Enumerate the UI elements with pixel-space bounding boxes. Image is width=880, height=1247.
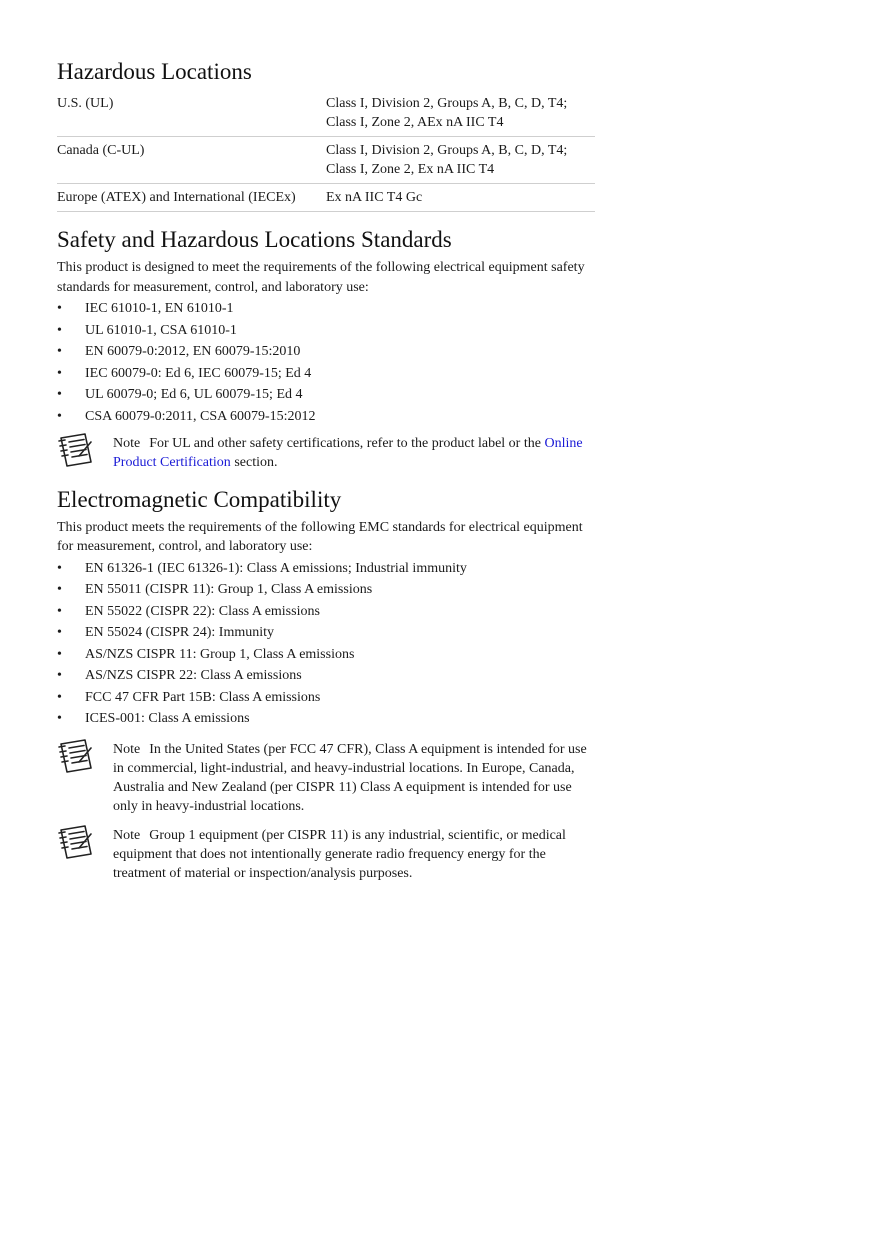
list-item: • IEC 60079-0: Ed 6, IEC 60079-15; Ed 4 — [57, 365, 312, 381]
list-item: • EN 60079-0:2012, EN 60079-15:2010 — [57, 344, 301, 359]
list-item: • AS/NZS CISPR 11: Group 1, Class A emissions — [57, 646, 355, 662]
safety-section — [57, 226, 595, 472]
note-pad-icon — [57, 824, 95, 860]
note-label: Note — [113, 435, 141, 451]
note-text: For UL and other safety certifications, refer to the product label or the — [149, 435, 545, 451]
emc-heading: Electromagnetic Compatibility — [57, 486, 342, 512]
emc-intro: This product meets the requirements of the following EMC standards for electrical equipment for measurement, control, and laboratory use: — [57, 519, 583, 554]
list-item: • FCC 47 CFR Part 15B: Class A emissions — [57, 689, 321, 705]
emc-note-class-a — [57, 740, 595, 816]
table-row — [57, 90, 595, 137]
hazardous-locations-table — [57, 90, 595, 212]
list-item: • ICES-001: Class A emissions — [57, 711, 250, 726]
table-row — [57, 184, 595, 212]
table-row — [57, 137, 595, 184]
list-item: • AS/NZS CISPR 22: Class A emissions — [57, 668, 302, 683]
emc-note-group-1 — [57, 826, 595, 883]
hazardous-locations-heading: Hazardous Locations — [57, 59, 252, 84]
list-item: • CSA 60079-0:2011, CSA 60079-15:2012 — [57, 408, 316, 424]
list-item: • IEC 61010-1, EN 61010-1 — [57, 301, 234, 316]
note-label: Note — [113, 828, 141, 843]
rating-cell: Class I, Division 2, Groups A, B, C, D, T4; Class I, Zone 2, AEx nA IIC T4 — [326, 96, 568, 130]
note-pad-icon — [57, 432, 95, 468]
safety-note — [57, 434, 595, 472]
safety-standards-list — [57, 299, 595, 426]
list-item: • EN 61326-1 (IEC 61326-1): Class A emissions; Industrial immunity — [57, 560, 467, 576]
safety-intro: This product is designed to meet the requirements of the following electrical equipment safety standards for measurement, control, and laboratory use: — [57, 260, 585, 295]
online-product-certification-link[interactable]: Online Product Certification — [113, 435, 583, 470]
note-text: In the United States (per FCC 47 CFR), Class A equipment is intended for use in commercial, light-industrial, and heavy-industrial locations. In Europe, Canada, Australia and New Zealand (per CISPR 11) Class A equipment is intended for use only in heavy-industrial locations. — [113, 742, 587, 814]
list-item: • EN 55011 (CISPR 11): Group 1, Class A emissions — [57, 582, 373, 597]
emc-section — [57, 486, 595, 884]
list-item: • UL 61010-1, CSA 61010-1 — [57, 322, 237, 338]
region-cell: Europe (ATEX) and International (IECEx) — [57, 190, 296, 205]
note-label: Note — [113, 742, 141, 757]
region-cell: U.S. (UL) — [57, 96, 114, 111]
list-item: • EN 55022 (CISPR 22): Class A emissions — [57, 603, 320, 619]
list-item: • EN 55024 (CISPR 24): Immunity — [57, 625, 275, 640]
rating-cell: Class I, Division 2, Groups A, B, C, D, T4; Class I, Zone 2, Ex nA IIC T4 — [326, 143, 568, 177]
region-cell: Canada (C-UL) — [57, 143, 145, 158]
list-item: • UL 60079-0; Ed 6, UL 60079-15; Ed 4 — [57, 387, 303, 402]
note-text: section. — [230, 454, 278, 470]
note-text: Group 1 equipment (per CISPR 11) is any industrial, scientific, or medical equipment that does not intentionally generate radio frequency energy for the treatment of material or inspection/analysis purposes. — [113, 828, 566, 881]
rating-cell: Ex nA IIC T4 Gc — [326, 190, 423, 205]
safety-standards-heading: Safety and Hazardous Locations Standards — [57, 227, 452, 252]
emc-standards-list — [57, 559, 595, 729]
document-page — [57, 58, 595, 889]
note-pad-icon — [57, 738, 95, 774]
